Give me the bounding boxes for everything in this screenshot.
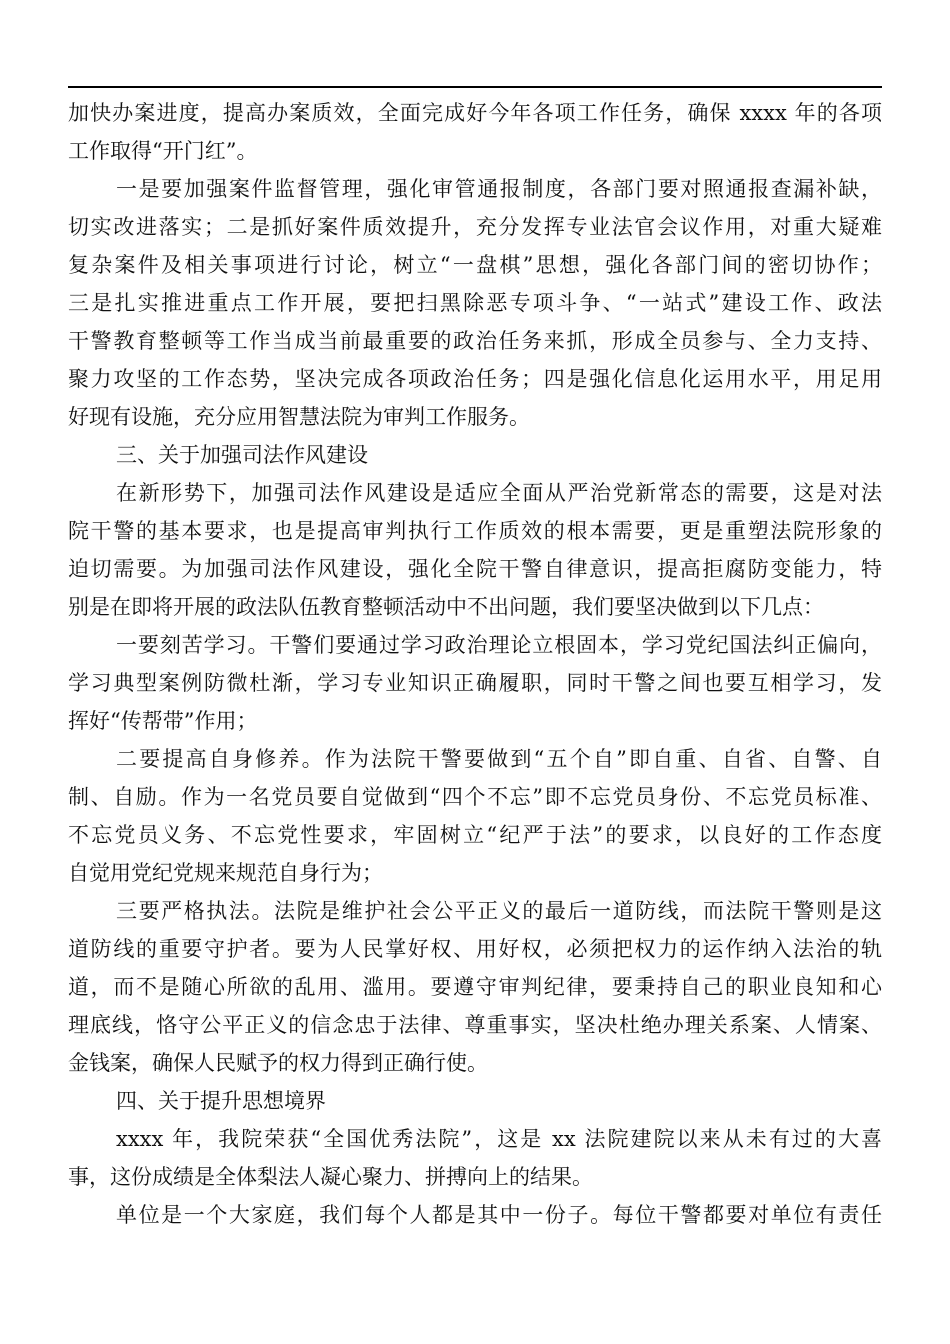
text-line: 不忘党员义务、不忘党性要求，牢固树立“纪严于法”的要求，以良好的工作态度	[68, 823, 882, 847]
text-line: xxxx 年，我院荣获“全国优秀法院”，这是 xx 法院建院以来从未有过的大喜	[116, 1127, 882, 1151]
text-line: 聚力攻坚的工作态势，坚决完成各项政治任务；四是强化信息化运用水平，用足用	[68, 367, 882, 391]
text-line: 道，而不是随心所欲的乱用、滥用。要遵守审判纪律，要秉持自己的职业良知和心	[68, 975, 882, 999]
text-line: 三、关于加强司法作风建设	[116, 443, 368, 467]
text-line: 挥好“传帮带”作用；	[68, 709, 258, 733]
text-line: 迫切需要。为加强司法作风建设，强化全院干警自律意识，提高拒腐防变能力，特	[68, 557, 882, 581]
text-line: 事，这份成绩是全体梨法人凝心聚力、拼搏向上的结果。	[68, 1165, 593, 1189]
text-line: 加快办案进度，提高办案质效，全面完成好今年各项工作任务，确保 xxxx 年的各项	[68, 101, 882, 125]
text-line: 三是扎实推进重点工作开展，要把扫黑除恶专项斗争、“一站式”建设工作、政法	[68, 291, 882, 315]
text-line: 切实改进落实；二是抓好案件质效提升，充分发挥专业法官会议作用，对重大疑难	[68, 215, 882, 239]
text-line: 金钱案，确保人民赋予的权力得到正确行使。	[68, 1051, 488, 1075]
text-line: 别是在即将开展的政法队伍教育整顿活动中不出问题，我们要坚决做到以下几点：	[68, 595, 824, 619]
text-line: 单位是一个大家庭，我们每个人都是其中一份子。每位干警都要对单位有责任	[116, 1203, 882, 1227]
text-line: 干警教育整顿等工作当成当前最重要的政治任务来抓，形成全员参与、全力支持、	[68, 329, 882, 353]
text-line: 制、自励。作为一名党员要自觉做到“四个不忘”即不忘党员身份、不忘党员标准、	[68, 785, 882, 809]
document-body	[68, 94, 882, 1234]
text-line: 在新形势下，加强司法作风建设是适应全面从严治党新常态的需要，这是对法	[116, 481, 882, 505]
text-line: 复杂案件及相关事项进行讨论，树立“一盘棋”思想，强化各部门间的密切协作；	[68, 253, 882, 277]
text-line: 四、关于提升思想境界	[116, 1089, 326, 1113]
text-line: 一要刻苦学习。干警们要通过学习政治理论立根固本，学习党纪国法纠正偏向，	[116, 633, 882, 657]
text-line: 自觉用党纪党规来规范自身行为；	[68, 861, 383, 885]
text-line: 工作取得“开门红”。	[68, 139, 258, 163]
text-line: 一是要加强案件监督管理，强化审管通报制度，各部门要对照通报查漏补缺，	[116, 177, 882, 201]
text-line: 理底线，恪守公平正义的信念忠于法律、尊重事实，坚决杜绝办理关系案、人情案、	[68, 1013, 882, 1037]
text-line: 道防线的重要守护者。要为人民掌好权、用好权，必须把权力的运作纳入法治的轨	[68, 937, 882, 961]
text-line: 学习典型案例防微杜渐，学习专业知识正确履职，同时干警之间也要互相学习，发	[68, 671, 882, 695]
text-line: 二要提高自身修养。作为法院干警要做到“五个自”即自重、自省、自警、自	[116, 747, 882, 771]
text-line: 三要严格执法。法院是维护社会公平正义的最后一道防线，而法院干警则是这	[116, 899, 882, 923]
text-line: 院干警的基本要求，也是提高审判执行工作质效的根本需要，更是重塑法院形象的	[68, 519, 882, 543]
header-rule	[68, 86, 882, 88]
text-line: 好现有设施，充分应用智慧法院为审判工作服务。	[68, 405, 530, 429]
